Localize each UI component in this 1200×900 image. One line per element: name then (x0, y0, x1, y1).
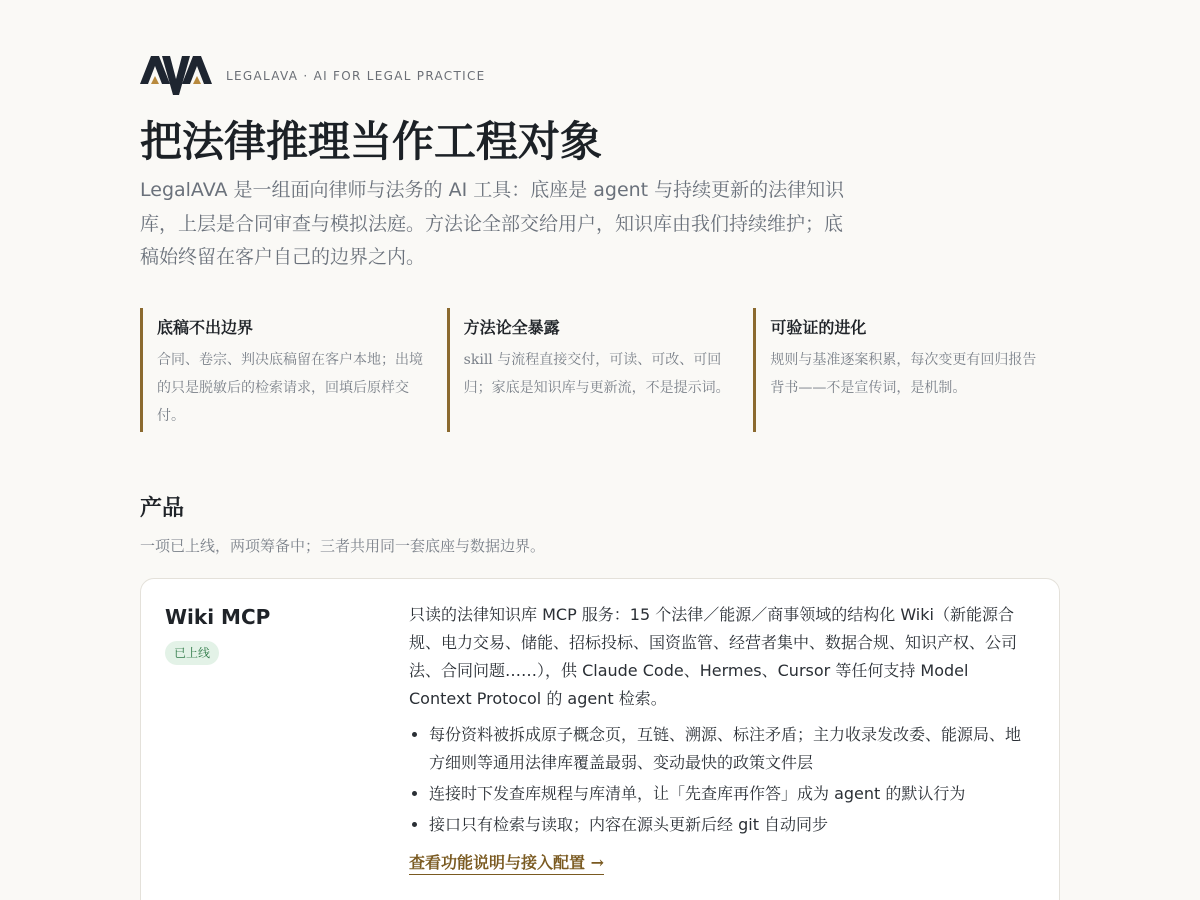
status-badge: 已上线 (165, 641, 219, 665)
pillar-text: skill 与流程直接交付，可读、可改、可回归；家底是知识库与更新流，不是提示词。 (463, 352, 730, 396)
pillar-title: 可验证的进化 (770, 318, 867, 337)
pillar-text: 规则与基准逐案积累，每次变更有回归报告背书——不是宣传词，是机制。 (770, 352, 1037, 396)
product-card-body (409, 601, 1029, 875)
pillar-evolution (753, 308, 1060, 432)
product-description: 只读的法律知识库 MCP 服务：15 个法律／能源／商事领域的结构化 Wiki（新能源合规、电力交易、储能、招标投标、国资监管、经营者集中、数据合规、知识产权、公司法、合同问题……），供 Claude Code、Hermes、Cursor 等任何支持 Model Context Protocol 的 agent 检索。 (409, 605, 1018, 708)
feature-item: • 连接时下发查库规程与库清单，让「先查库再作答」成为 agent 的默认行为 (429, 780, 1029, 808)
feature-list (409, 721, 1029, 839)
pillar-title: 方法论全暴露 (463, 318, 560, 337)
brand-tagline: LEGALAVA · AI FOR LEGAL PRACTICE (226, 69, 486, 83)
feature-item: • 每份资料被拆成原子概念页，互链、溯源、标注矛盾；主力收录发改委、能源局、地方细则等通用法律库覆盖最弱、变动最快的政策文件层 (429, 721, 1029, 777)
pillar-methodology (447, 308, 754, 432)
product-card-wiki-mcp (140, 578, 1060, 900)
legalava-logo[interactable] (140, 55, 212, 97)
feature-docs-link[interactable]: 查看功能说明与接入配置 → (409, 852, 604, 875)
brand-header (140, 55, 486, 97)
pillar-text: 合同、卷宗、判决底稿留在客户本地；出境的只是脱敏后的检索请求，回填后原样交付。 (157, 352, 423, 424)
products-title: 产品 (140, 495, 185, 521)
product-card-header (165, 603, 385, 665)
products-subtitle: 一项已上线，两项筹备中；三者共用同一套底座与数据边界。 (140, 537, 546, 555)
hero-description: LegalAVA 是一组面向律师与法务的 AI 工具：底座是 agent 与持续更新的法律知识库，上层是合同审查与模拟法庭。方法论全部交给用户，知识库由我们持续维护；底稿始终留在客户自己的边界之内。 (140, 179, 845, 268)
pillar-title: 底稿不出边界 (157, 318, 254, 337)
feature-item: • 接口只有检索与读取；内容在源头更新后经 git 自动同步 (429, 811, 1029, 839)
hero-title: 把法律推理当作工程对象 (140, 117, 603, 166)
product-name: Wiki MCP (165, 605, 271, 629)
pillar-boundary (140, 308, 447, 432)
pillars (140, 308, 1060, 432)
